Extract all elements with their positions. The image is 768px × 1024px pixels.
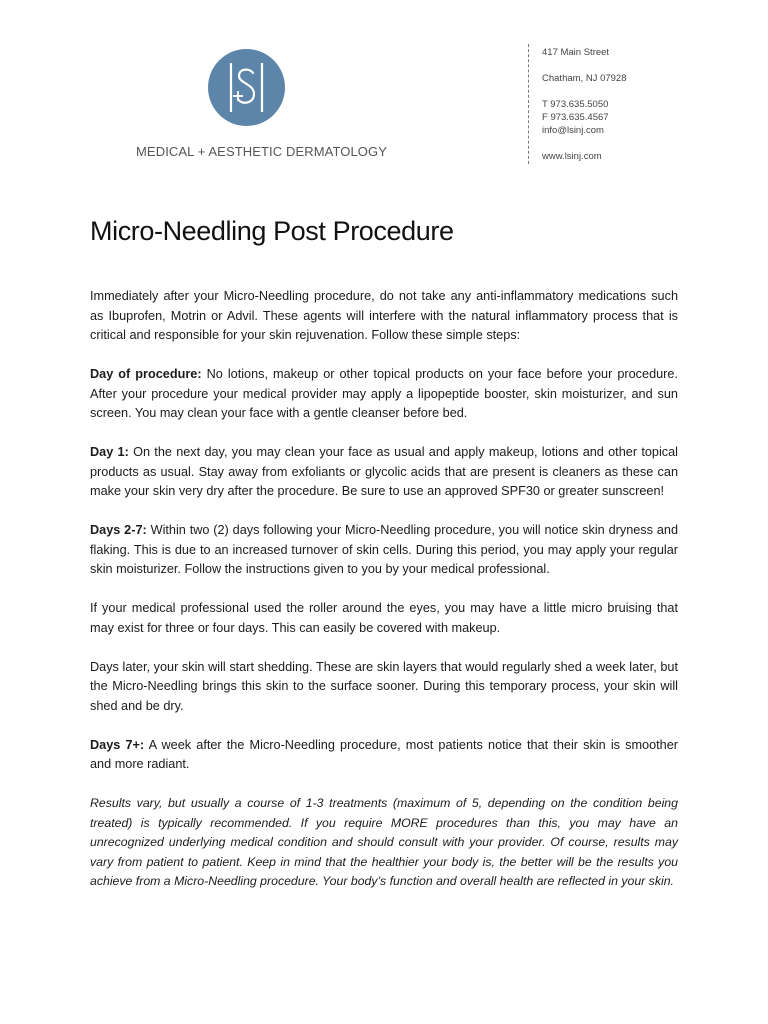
contact-street: 417 Main Street	[542, 47, 610, 58]
divider	[528, 44, 529, 164]
step-label: Day of procedure:	[90, 367, 202, 381]
page-title: Micro-Needling Post Procedure	[90, 216, 454, 246]
contact-web[interactable]: www.lsinj.com	[542, 151, 602, 162]
document-body	[90, 287, 678, 911]
contact-email[interactable]: info@lsinj.com	[542, 125, 604, 136]
step-label: Day 1:	[90, 445, 129, 459]
tagline: MEDICAL + AESTHETIC DERMATOLOGY	[136, 144, 387, 159]
results-note: Results vary, but usually a course of 1-3 treatments (maximum of 5, depending on the condition being treated) is typically recommended. If you require MORE procedures than this, you may have an unrecognized underlying medical condition and should consult with your provider. Of course, results may vary from patient to patient. Keep in mind that the healthier your body is, the better will be the results you achieve from a Micro-Needling procedure. Your body’s function and overall health are reflected in your skin.	[90, 796, 678, 888]
contact-block	[542, 46, 627, 163]
step-days-7-plus	[90, 736, 678, 775]
contact-fax: F 973.635.4567	[542, 112, 609, 123]
intro-paragraph: Immediately after your Micro-Needling procedure, do not take any anti-inflammatory medications such as Ibuprofen, Motrin or Advil. These agents will interfere with the natural inflammatory process that is critical and responsible for your skin rejuvenation. Follow these simple steps:	[90, 289, 678, 342]
step-day-1	[90, 443, 678, 502]
contact-phone: T 973.635.5050	[542, 99, 609, 110]
step-text: A week after the Micro-Needling procedure, most patients notice that their skin is smoother and more radiant.	[90, 737, 679, 771]
shedding-paragraph: Days later, your skin will start shedding. These are skin layers that would regularly shed a week later, but the Micro-Needling brings this skin to the surface sooner. During this temporary process, your skin will shed and be dry.	[90, 659, 678, 713]
step-day-of-procedure	[90, 365, 678, 424]
step-text: Within two (2) days following your Micro-Needling procedure, you will notice skin dryness and flaking. This is due to an increased turnover of skin cells. During this period, you may apply your regular skin moisturizer. Follow the instructions given to you by your medical professional.	[90, 523, 679, 576]
roller-paragraph: If your medical professional used the roller around the eyes, you may have a little micro bruising that may exist for three or four days. This can easily be covered with makeup.	[90, 601, 678, 635]
logo	[208, 49, 285, 126]
step-days-2-7	[90, 521, 678, 580]
contact-city: Chatham, NJ 07928	[542, 73, 627, 84]
step-text: On the next day, you may clean your face as usual and apply makeup, lotions and other topical products as usual. Stay away from exfoliants or glycolic acids that are present is cleaners as these can make your skin very dry after the procedure. Be sure to use an approved SPF30 or greater sunscreen!	[90, 445, 678, 498]
logo-mark-icon	[208, 49, 285, 126]
step-text: No lotions, makeup or other topical products on your face before your procedure. After your procedure your medical provider may apply a lipopeptide booster, skin moisturizer, and sun screen. You may clean your face with a gentle cleanser before bed.	[90, 367, 678, 420]
step-label: Days 7+:	[90, 737, 145, 752]
step-label: Days 2-7:	[90, 523, 147, 537]
